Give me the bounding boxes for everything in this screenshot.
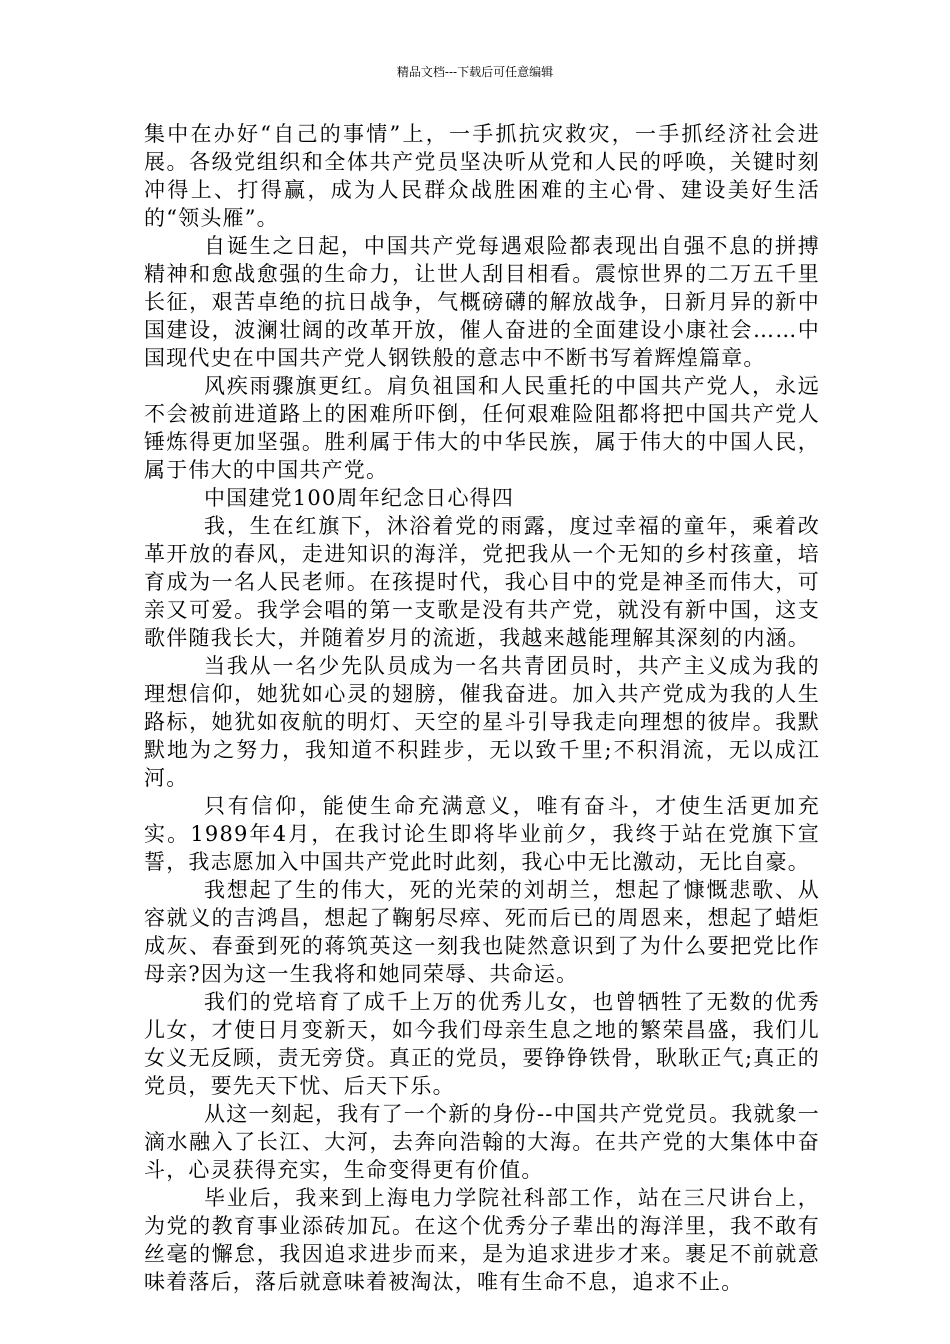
paragraph: 我们的党培育了成千上万的优秀儿女，也曾牺牲了无数的优秀儿女，才使日月变新天，如今我们母亲生息之地的繁荣昌盛，我们儿女义无反顾，责无旁贷。真正的党员，要铮铮铁骨，耿耿正气;真正的党员，要先天下忧、后天下乐。 [144,990,820,1098]
section-heading: 中国建党100周年纪念日心得四 [204,486,515,510]
paragraph: 当我从一名少先队员成为一名共青团员时，共产主义成为我的理想信仰，她犹如心灵的翅膀，催我奋进。加入共产党成为我的人生路标，她犹如夜航的明灯、天空的星斗引导我走向理想的彼岸。我默默地为之努力，我知道不积跬步，无以致千里;不积涓流，无以成江河。 [144,654,820,790]
paragraph: 我，生在红旗下，沐浴着党的雨露，度过幸福的童年，乘着改革开放的春风，走进知识的海洋，党把我从一个无知的乡村孩童，培育成为一名人民老师。在孩提时代，我心目中的党是神圣而伟大，可亲又可爱。我学会唱的第一支歌是没有共产党，就没有新中国，这支歌伴随我长大，并随着岁月的流逝，我越来越能理解其深刻的内涵。 [144,514,820,650]
page-header: 精品文档---下载后可任意编辑 [396,65,554,79]
document-body [144,120,820,1296]
paragraph: 风疾雨骤旗更红。肩负祖国和人民重托的中国共产党人，永远不会被前进道路上的困难所吓倒，任何艰难险阻都将把中国共产党人锤炼得更加坚强。胜利属于伟大的中华民族，属于伟大的中国人民，属于伟大的中国共产党。 [144,374,820,482]
paragraph: 集中在办好“自己的事情”上，一手抓抗灾救灾，一手抓经济社会进展。各级党组织和全体共产党员坚决听从党和人民的呼唤，关键时刻冲得上、打得赢，成为人民群众战胜困难的主心骨、建设美好生活的“领头雁”。 [144,122,820,230]
paragraph: 从这一刻起，我有了一个新的身份--中国共产党党员。我就象一滴水融入了长江、大河，去奔向浩翰的大海。在共产党的大集体中奋斗，心灵获得充实，生命变得更有价值。 [144,1102,820,1182]
paragraph: 自诞生之日起，中国共产党每遇艰险都表现出自强不息的拼搏精神和愈战愈强的生命力，让世人刮目相看。震惊世界的二万五千里长征，艰苦卓绝的抗日战争，气概磅礴的解放战争，日新月异的新中国建设，波澜壮阔的改革开放，催人奋进的全面建设小康社会……中国现代史在中国共产党人钢铁般的意志中不断书写着辉煌篇章。 [144,234,820,370]
paragraph: 我想起了生的伟大，死的光荣的刘胡兰，想起了慷慨悲歌、从容就义的吉鸿昌，想起了鞠躬尽瘁、死而后已的周恩来，想起了蜡炬成灰、春蚕到死的蒋筑英这一刻我也陡然意识到了为什么要把党比作母亲?因为这一生我将和她同荣辱、共命运。 [144,878,820,986]
paragraph: 只有信仰，能使生命充满意义，唯有奋斗，才使生活更加充实。1989年4月，在我讨论生即将毕业前夕，我终于站在党旗下宣誓，我志愿加入中国共产党此时此刻，我心中无比激动，无比自豪。 [144,794,820,874]
paragraph: 毕业后，我来到上海电力学院社科部工作，站在三尺讲台上，为党的教育事业添砖加瓦。在这个优秀分子辈出的海洋里，我不敢有丝毫的懈怠，我因追求进步而来，是为追求进步才来。裹足不前就意味着落后，落后就意味着被淘汰，唯有生命不息，追求不止。 [144,1186,820,1294]
